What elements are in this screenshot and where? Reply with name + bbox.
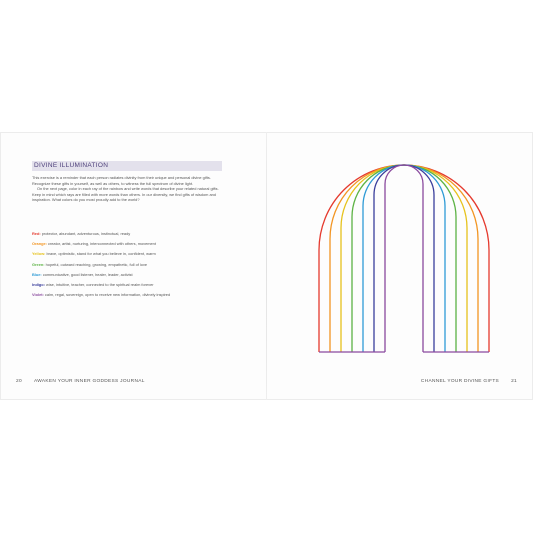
gift-name: Blue: bbox=[32, 271, 42, 277]
gift-name: Yellow: bbox=[32, 251, 46, 257]
rainbow-arch-yellow bbox=[341, 165, 467, 352]
page-number-left: 20 bbox=[16, 379, 22, 384]
gift-description: protector, abundant, adventurous, instinctual, ready bbox=[40, 231, 131, 236]
rainbow-arch-red bbox=[319, 165, 489, 352]
page-number-right: 21 bbox=[511, 379, 517, 384]
gift-description: hopeful, outward reaching, growing, empathetic, full of love bbox=[44, 261, 148, 267]
gift-name: Orange: bbox=[32, 241, 47, 247]
gift-description: creator, artist, nurturing, interconnected with others, movement bbox=[46, 241, 156, 247]
gift-description: brave, optimistic, stand for what you believe in, confident, warm bbox=[45, 251, 156, 257]
footer-right bbox=[421, 379, 517, 384]
gift-name: Indigo: bbox=[32, 281, 45, 287]
running-title-right: CHANNEL YOUR DIVINE GIFTS bbox=[420, 379, 500, 384]
gift-name: Green: bbox=[32, 261, 45, 267]
gift-description: calm, regal, sovereign, open to receive new information, divinely inspired bbox=[43, 292, 171, 298]
rainbow-arch-blue bbox=[363, 165, 445, 352]
footer-left bbox=[16, 379, 145, 384]
gift-name: Red: bbox=[32, 231, 41, 236]
gift-description: communicative, good listener, healer, leader, activist bbox=[41, 271, 133, 277]
intro-paragraph-1: This exercise is a reminder that each person radiates divinity from their unique and personal divine gifts. Recognize these gifts in yourself, as well as others, to witness the full spectrum of divine light. bbox=[32, 175, 211, 186]
rainbow-arch-green bbox=[352, 165, 456, 352]
rainbow-arch-violet bbox=[385, 165, 423, 352]
section-title: DIVINE ILLUMINATION bbox=[34, 162, 109, 169]
gift-name: Violet: bbox=[32, 292, 44, 298]
running-title-left: AWAKEN YOUR INNER GODDESS JOURNAL bbox=[33, 379, 145, 384]
rainbow-arch-indigo bbox=[374, 165, 434, 352]
intro-paragraph-2: On the next page, color in each ray of the rainbow and write words that describe your related natural gifts. Keep in mind which rays are filled with more words than others. In our diversity, we find gifts of wisdom and inspiration. What colors do you most proudly add to the world? bbox=[32, 186, 219, 203]
gift-description: wise, intuitive, teacher, connected to the spiritual realm forever bbox=[44, 281, 154, 287]
